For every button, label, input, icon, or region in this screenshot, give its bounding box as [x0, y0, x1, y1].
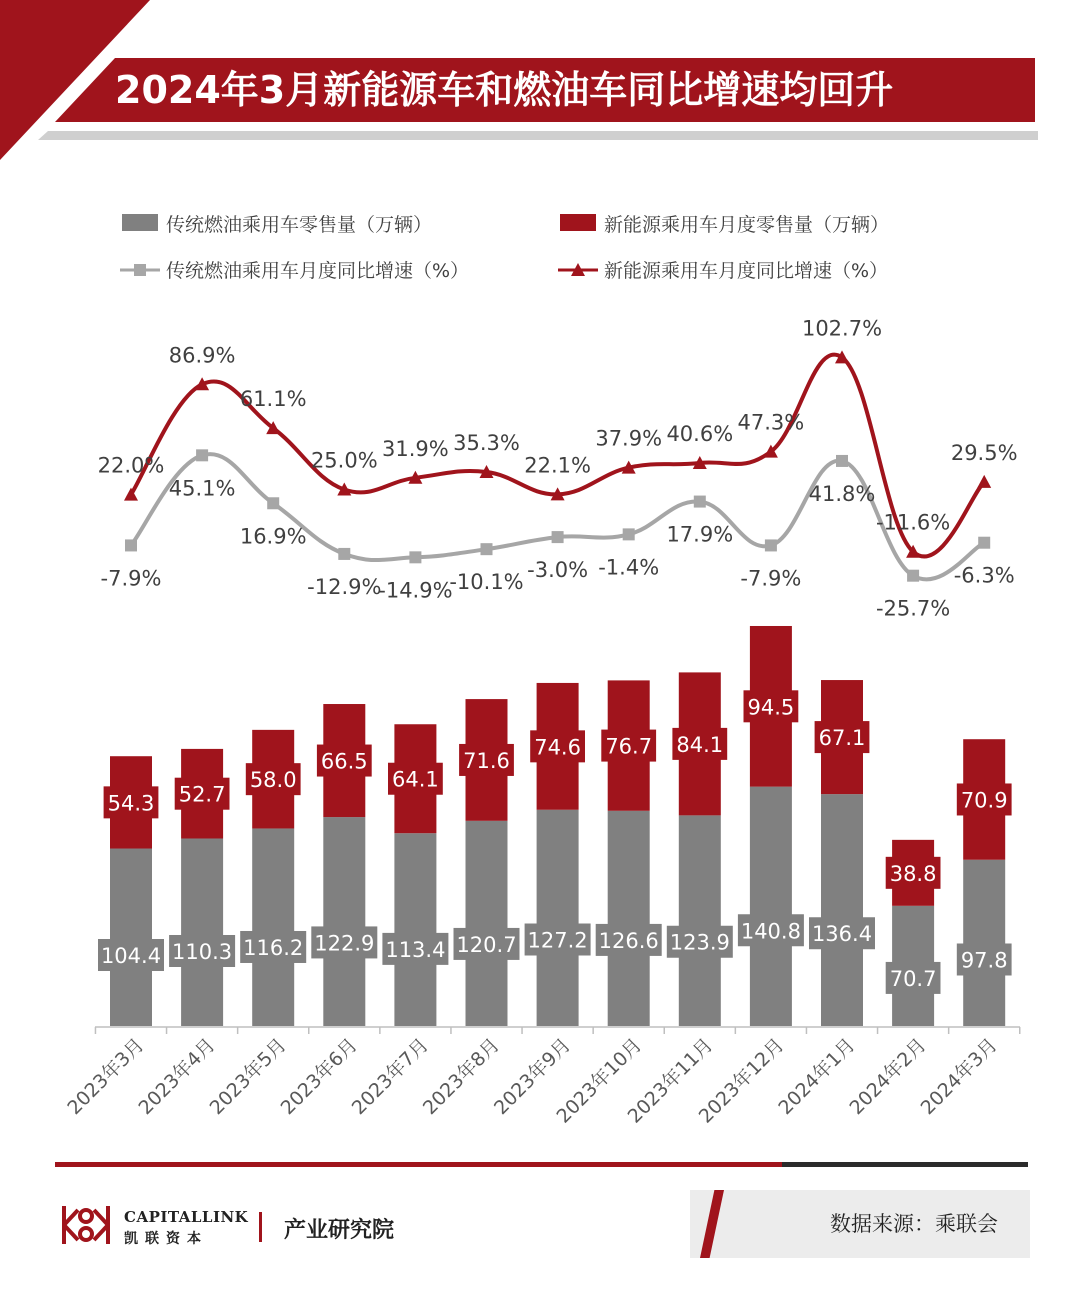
- legend: [120, 214, 889, 282]
- bar-label-nev: 74.6: [534, 735, 581, 760]
- line-label-nev: -11.6%: [875, 510, 951, 535]
- line-label-fuel: 41.8%: [808, 481, 876, 506]
- page-title: 2024年3月新能源车和燃油车同比增速均回升: [115, 68, 894, 112]
- marker-fuel: [125, 539, 137, 551]
- bar-fuel: [750, 787, 792, 1026]
- x-tick-label: 2023年8月: [418, 1033, 505, 1120]
- bar-label-nev: 67.1: [818, 726, 866, 751]
- legend-label-nev-bar: 新能源乘用车月度零售量（万辆）: [604, 214, 890, 236]
- line-label-nev: 22.0%: [97, 453, 165, 478]
- x-tick-label: 2023年7月: [347, 1033, 433, 1120]
- bar-label-nev: 54.3: [107, 791, 155, 816]
- bar-label-fuel: 120.7: [456, 932, 517, 957]
- line-label-fuel: -14.9%: [378, 578, 453, 603]
- line-label-nev: 22.1%: [524, 453, 591, 478]
- bar-label-nev: 66.5: [320, 749, 368, 774]
- line-label-fuel: -3.0%: [527, 558, 589, 583]
- x-tick-label: 2023年11月: [623, 1033, 718, 1128]
- bar-label-nev: 58.0: [249, 768, 297, 793]
- brand-department: 产业研究院: [284, 1217, 395, 1243]
- line-label-fuel: -6.3%: [953, 563, 1015, 588]
- marker-fuel: [907, 570, 919, 582]
- bar-fuel: [963, 860, 1005, 1026]
- line-label-nev: 47.3%: [737, 410, 805, 435]
- legend-marker-fuel: [134, 264, 146, 276]
- marker-nev: [977, 475, 991, 488]
- legend-label-nev-line: 新能源乘用车月度同比增速（%）: [604, 260, 889, 282]
- line-label-nev: 86.9%: [168, 343, 236, 368]
- line-label-nev: 40.6%: [666, 421, 734, 446]
- capitallink-logo-icon: [58, 1200, 114, 1250]
- line-label-nev: 31.9%: [382, 436, 449, 461]
- legend-swatch-nev-bar: [560, 214, 596, 231]
- line-label-nev: 37.9%: [595, 426, 663, 451]
- brand-name-cn: 凯联资本: [124, 1231, 208, 1247]
- bar-label-nev: 70.9: [960, 788, 1008, 813]
- marker-fuel: [552, 531, 564, 543]
- marker-fuel: [481, 543, 493, 555]
- x-tick-label: 2023年10月: [552, 1033, 647, 1128]
- bar-label-fuel: 113.4: [385, 937, 446, 962]
- bar-label-fuel: 140.8: [740, 919, 801, 944]
- legend-swatch-fuel-bar: [122, 214, 158, 231]
- line-label-fuel: -7.9%: [100, 566, 162, 591]
- bar-label-fuel: 104.4: [100, 944, 162, 969]
- line-label-fuel: -7.9%: [740, 566, 802, 591]
- x-tick-label: 2023年4月: [134, 1033, 220, 1120]
- marker-fuel: [196, 449, 208, 461]
- bar-label-fuel: 127.2: [527, 928, 588, 953]
- source-text: 数据来源：乘联会: [830, 1212, 998, 1236]
- legend-label-fuel-bar: 传统燃油乘用车零售量（万辆）: [166, 214, 433, 236]
- brand-separator: [259, 1212, 262, 1242]
- bar-label-nev: 71.6: [463, 748, 510, 773]
- x-tick-label: 2023年5月: [205, 1033, 291, 1120]
- bar-label-nev: 38.8: [889, 861, 937, 886]
- bar-fuel: [466, 821, 508, 1026]
- bar-label-nev: 94.5: [747, 695, 795, 720]
- bar-fuel: [537, 810, 579, 1026]
- line-label-fuel: -12.9%: [307, 574, 382, 599]
- line-label-nev: 29.5%: [950, 440, 1018, 465]
- lines-layer: [98, 316, 1018, 620]
- bar-fuel: [181, 838, 223, 1026]
- line-label-fuel: -10.1%: [449, 570, 524, 595]
- line-label-fuel: 17.9%: [666, 522, 734, 547]
- bar-label-fuel: 116.2: [243, 935, 304, 960]
- x-tick-label: 2024年3月: [916, 1033, 1002, 1120]
- marker-fuel: [836, 455, 848, 467]
- bar-label-nev: 84.1: [676, 732, 724, 757]
- marker-fuel: [694, 496, 706, 508]
- bar-fuel: [679, 815, 721, 1026]
- bars-layer: [98, 626, 1012, 1026]
- brand-name-en: CAPITALLINK: [124, 1208, 249, 1226]
- bar-label-fuel: 123.9: [669, 930, 730, 955]
- line-label-fuel: 16.9%: [239, 524, 307, 549]
- marker-fuel: [338, 548, 350, 560]
- marker-fuel: [623, 528, 635, 540]
- marker-fuel: [409, 551, 421, 563]
- bar-label-fuel: 70.7: [889, 966, 937, 991]
- bar-label-nev: 52.7: [178, 782, 226, 807]
- bar-label-fuel: 110.3: [172, 939, 233, 964]
- bar-fuel: [110, 849, 152, 1026]
- marker-fuel: [267, 497, 279, 509]
- footer-line-red: [55, 1162, 782, 1167]
- line-label-nev: 61.1%: [239, 387, 307, 412]
- legend-label-fuel-line: 传统燃油乘用车月度同比增速（%）: [166, 260, 470, 282]
- bar-label-nev: 64.1: [392, 767, 439, 792]
- line-label-nev: 35.3%: [453, 430, 520, 455]
- line-label-fuel: -1.4%: [598, 555, 660, 580]
- x-tick-label: 2023年12月: [694, 1033, 789, 1128]
- bar-fuel: [323, 817, 365, 1026]
- bar-fuel: [252, 828, 294, 1026]
- bar-fuel: [608, 811, 650, 1026]
- x-tick-label: 2023年9月: [489, 1033, 576, 1120]
- x-tick-label: 2023年3月: [63, 1033, 149, 1120]
- bar-label-fuel: 136.4: [811, 922, 873, 947]
- footer-line-dark: [782, 1162, 1028, 1167]
- x-tick-label: 2024年2月: [845, 1033, 931, 1120]
- line-label-fuel: -25.7%: [875, 596, 951, 621]
- bar-fuel: [394, 833, 436, 1026]
- x-tick-label: 2024年1月: [774, 1033, 860, 1120]
- line-label-nev: 102.7%: [801, 316, 883, 341]
- bar-label-fuel: 97.8: [960, 948, 1008, 973]
- line-label-nev: 25.0%: [310, 448, 378, 473]
- bar-label-fuel: 122.9: [314, 931, 375, 956]
- x-tick-label: 2023年6月: [276, 1033, 362, 1120]
- x-axis: [63, 1027, 1020, 1128]
- bar-label-fuel: 126.6: [598, 928, 659, 953]
- bar-fuel: [821, 794, 863, 1026]
- bar-label-nev: 76.7: [605, 734, 653, 759]
- line-label-fuel: 45.1%: [168, 476, 236, 501]
- marker-fuel: [978, 537, 990, 549]
- marker-fuel: [765, 539, 777, 551]
